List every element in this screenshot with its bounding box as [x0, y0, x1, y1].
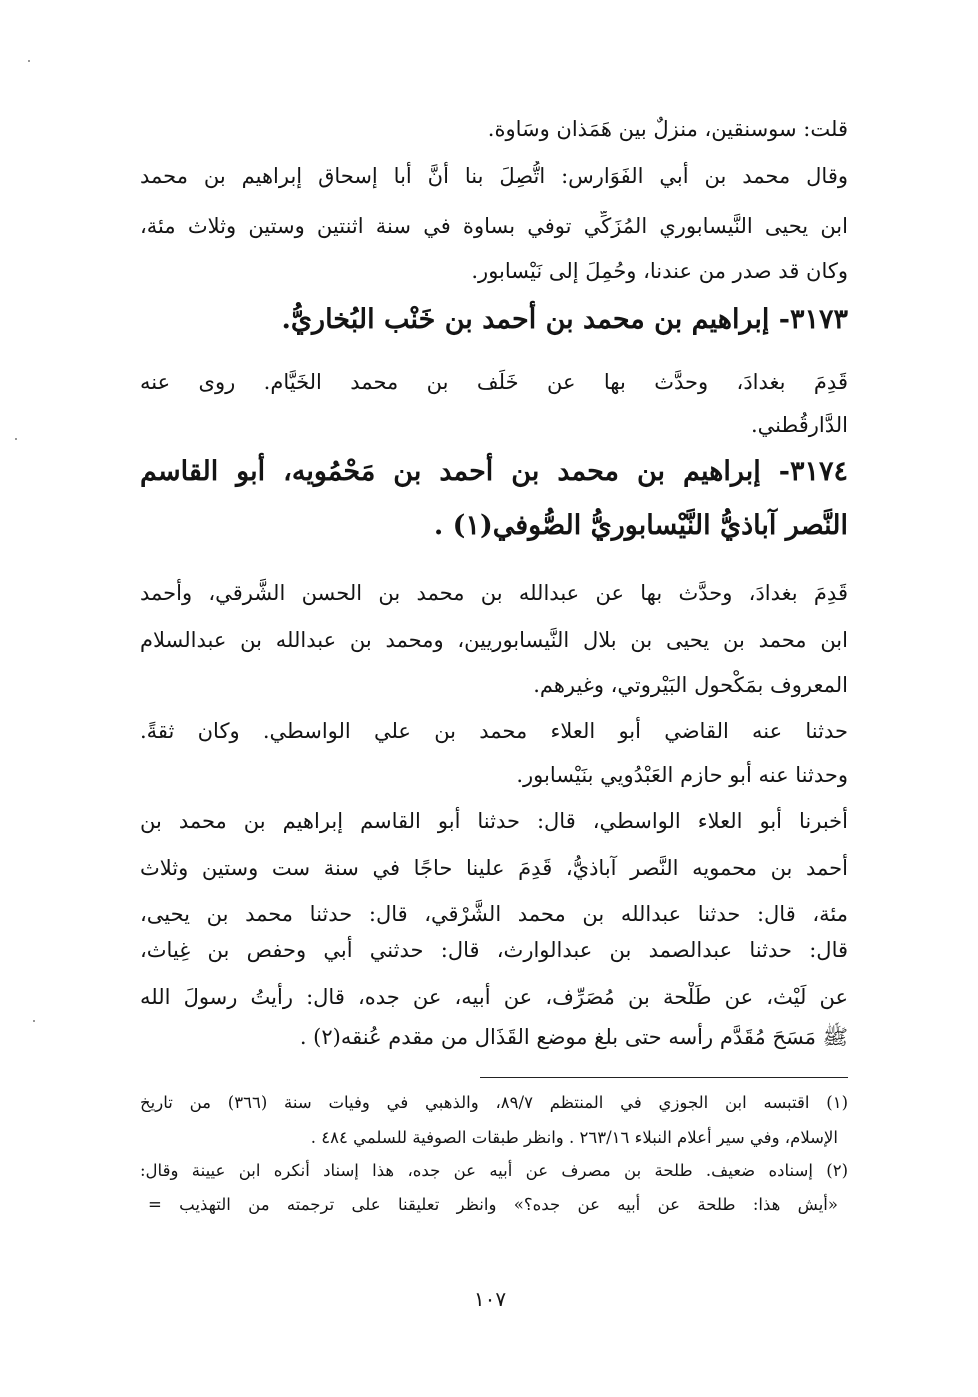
body-line: أخبرنا أبو العلاء الواسطي، قال: حدثنا أبو القاسم إبراهيم بن محمد بن — [140, 809, 848, 833]
body-line: قلت: سوسنقين، منزلٌ بين هَمَذان وسَاوة. — [487, 117, 848, 141]
page-number: ١٠٧ — [473, 1287, 507, 1311]
footnote-line: الإسلام، وفي سير أعلام النبلاء ٢٦٣/١٦ . وانظر طبقات الصوفية للسلمي ٤٨٤ . — [310, 1128, 838, 1147]
entry-heading: ٣١٧٣- إبراهيم بن محمد بن أحمد بن خَنْب البُخاريُّ. — [281, 304, 848, 335]
body-line: وكان قد صدر من عندنا، وحُمِلَ إلى نَيْسابور. — [471, 259, 848, 283]
footnote-separator — [480, 1077, 848, 1078]
scan-speck — [15, 438, 17, 440]
body-line: عن لَيْث، عن طَلْحة بن مُصَرِّف، عن أبيه، عن جده، قال: رأيتُ رسولَ الله — [140, 985, 848, 1009]
body-line: وحدثنا عنه أبو حازم العَبْدُويي بنَيْسابور. — [516, 763, 848, 787]
body-line: ابن يحيى النَّيسابوري المُزَكِّي توفي بساوة في سنة اثنتين وستين وثلاث مئة، — [140, 214, 848, 238]
scan-speck — [28, 60, 30, 62]
body-line: الدَّارقُطني. — [750, 413, 848, 437]
entry-heading: النَّصر آباذيُّ النَّيْسابوريُّ الصُّوفي(١) . — [433, 510, 848, 541]
body-line: حدثنا عنه القاضي أبو العلاء محمد بن علي الواسطي. وكان ثقةً. — [140, 719, 848, 743]
scan-speck — [33, 1020, 35, 1022]
body-line: قال: حدثنا عبدالصمد بن عبدالوارث، قال: حدثني أبي وحفص بن غِياث، — [140, 938, 848, 962]
body-line: مئة، قال: حدثنا عبدالله بن محمد الشَّرْقي، قال: حدثنا محمد بن يحيى، — [140, 902, 848, 926]
footnote-line: (١) اقتبسه ابن الجوزي في المنتظم ٨٩/٧، والذهبي في وفيات سنة (٣٦٦) من تاريخ — [140, 1093, 848, 1112]
body-line: قَدِمَ بغدادَ، وحدَّث بها عن عبدالله بن محمد بن الحسن الشَّرقي، وأحمد — [140, 581, 848, 605]
footnote-line: (٢) إسناده ضعيف. طلحة بن مصرف عن أبيه عن جده، هذا إسناد أنكره ابن عيينة وقال: — [140, 1161, 848, 1180]
body-line: ابن محمد بن يحيى بن بلال النَّيسابوريين، ومحمد بن عبدالله بن عبدالسلام — [140, 628, 848, 652]
footnote-line: «أيش هذا: طلحة عن أبيه عن جده؟» وانظر تعليقنا على ترجمته من التهذيب = — [148, 1195, 838, 1214]
body-line: ﷺ مَسَحَ مُقَدَّم رأسه حتى بلغ موضع القَذَال من مقدم عُنقه(٢) . — [299, 1025, 848, 1049]
body-line: قَدِمَ بغدادَ، وحدَّث بها عن خَلَف بن محمد الخَيَّام. روى عنه — [140, 370, 848, 394]
entry-heading: ٣١٧٤- إبراهيم بن محمد بن أحمد بن مَحْمُويه، أبو القاسم — [140, 456, 848, 487]
body-line: أحمد بن محمويه النَّصر آباذيُّ، قَدِمَ علينا حاجًا في سنة ست وستين وثلاث — [140, 856, 848, 880]
body-line: المعروف بمَكْحول البَيْروتي، وغيرهم. — [533, 673, 848, 697]
body-line: وقال محمد بن أبي الفَوَارس: اتُّصِلَ بنا أنَّ أبا إسحاق إبراهيم بن محمد — [140, 164, 848, 188]
